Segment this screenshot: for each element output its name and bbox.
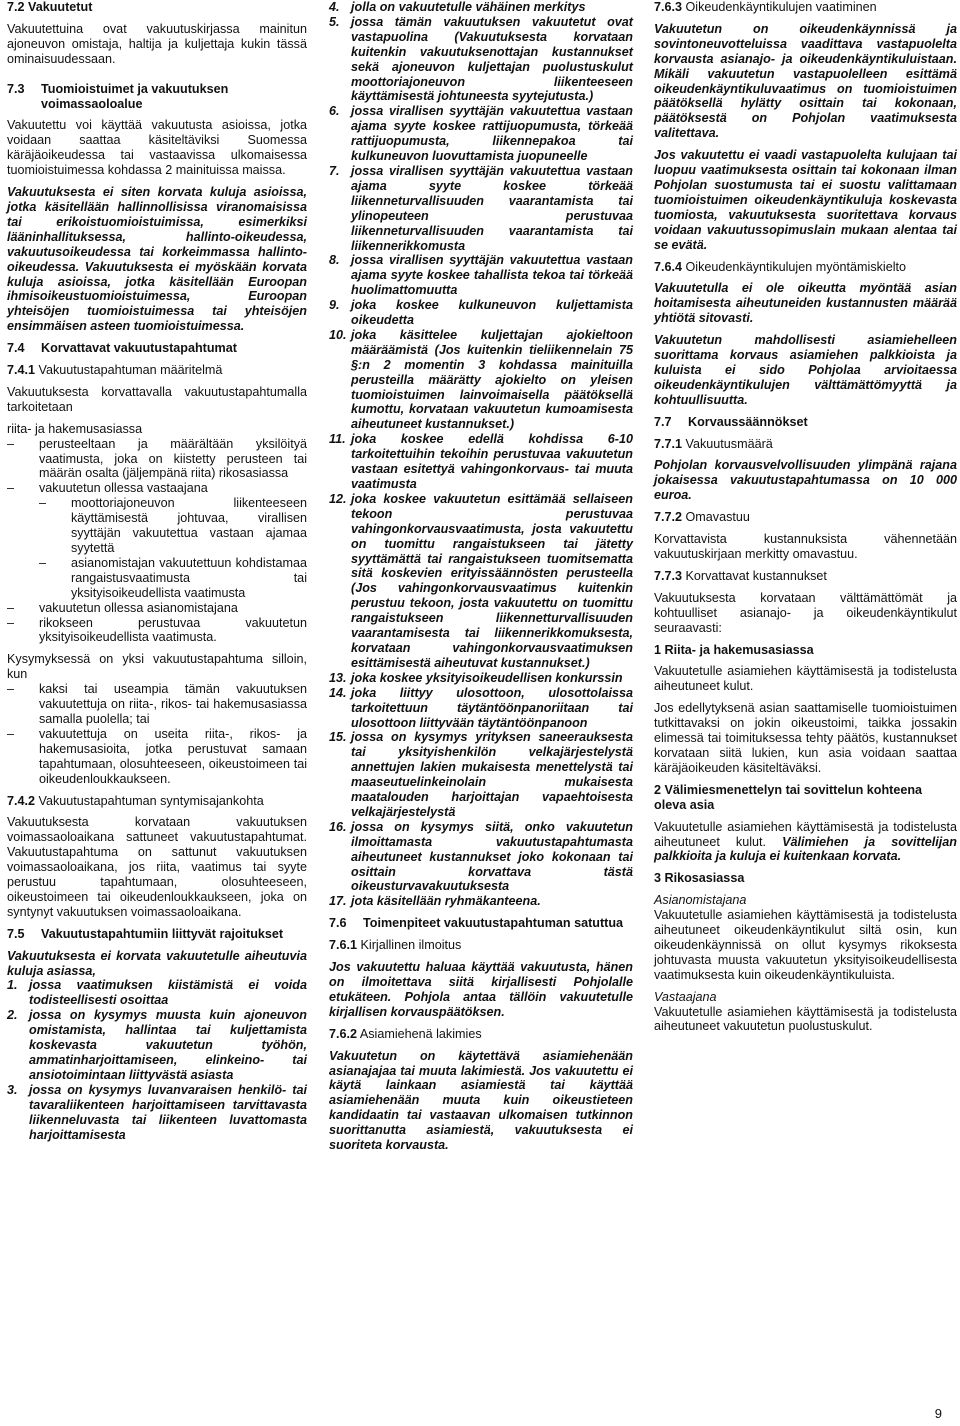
paragraph-plaintiff: Vakuutetulle asiamiehen käyttämisestä ja todistelusta aiheutuneet oikeudenkäyntikulut siltä osin, kun oikeudenkäynnissä on ollut kysymys rikoksesta johtuvasta muusta vakuutetun yksityisoikeudellisesta vaatimuksesta kuin oikeudenkäyntikuluista. — [654, 908, 957, 982]
list-item: – vakuutetun ollessa vastaajana — [7, 481, 208, 496]
heading-7-4-1: 7.4.1 Vakuutustapahtuman määritelmä — [7, 363, 223, 378]
paragraph-compensable-costs: Vakuutuksesta korvataan välttämättömät ja kohtuulliset asianajo- ja oikeudenkäyntikulut seuraavasti: — [654, 590, 957, 635]
heading-7-2: 7.2 Vakuutetut — [7, 0, 93, 14]
heading-7-3: 7.3 Tuomioistuimet ja vakuutuksen voimassaoloalue — [7, 81, 229, 111]
paragraph-defendant: Vakuutetulle asiamiehen käyttämisestä ja todistelusta aiheutuneet vakuutetun puolustuskulut. — [654, 1004, 957, 1034]
list-item: 11. joka koskee edellä kohdissa 6-10 tarkoitettuihin tekoihin perustuvaa vakuutetun vastaan esitettyä vahingonkorvaus- tai muuta vaatimusta — [329, 432, 633, 491]
list-item: 12. joka koskee vakuutetun esittämää sellaiseen tekoon perustuvaa vahingonkorvausvaatimusta, josta vakuutettu on tuomittu rangaistukseen tai jätetty syyttämättä tai rangaistukseen tuomitsematta sitä koskevien erityissäännösten perusteella (Jos vahingonkorvausvaatimus kuitenkin perustuu tekoon, josta vakuutettu on tuomittu rangaistukseen liikennetturvallisuuden vaarantamisesta tai liikennerikkomuksesta, korvataan vahingonkorvausvaatimuksen esittämisestä aiheutuvat kustannukset.) — [329, 491, 633, 670]
paragraph-civil-costs: Vakuutetulle asiamiehen käyttämisestä ja todistelusta aiheutuneet kulut. — [654, 664, 957, 694]
paragraph-lawyer-requirement: Vakuutetun on käytettävä asiamiehenään asianajajaa tai muuta lakimiestä. Jos vakuutettu ei käytä lainkaan asiamiestä tai käyttää asiamiehenään muuta kuin oikeustieteen kandidaatin tai vastaavan ulkomaisen tutkinnon suorittanutta asiamiestä, vakuutuksesta ei suoriteta korvausta. — [329, 1048, 633, 1153]
heading-7-6-2: 7.6.2 Asiamiehenä lakimies — [329, 1026, 482, 1041]
list-item: – vakuutetun ollessa asianomistajana — [7, 600, 238, 615]
paragraph-definition: Vakuutuksesta korvattavalla vakuutustapahtumalla tarkoitetaan — [7, 384, 307, 414]
paragraph-insured: Vakuutettuina ovat vakuutuskirjassa mainitun ajoneuvon omistaja, haltija ja kuljettaja kukin tässä ominaisuudessaan. — [7, 21, 307, 66]
list-item: – perusteeltaan ja määrältään yksilöityä vaatimusta, joka on kiistetty perusteen tai määrän osalta (jäljempänä riita) rikosasiassa — [7, 436, 307, 481]
paragraph-single-event: Kysymyksessä on yksi vakuutustapahtuma silloin, kun — [7, 652, 307, 682]
column-right — [654, 0, 957, 1034]
heading-7-4: 7.4 Korvattavat vakuutustapahtumat — [7, 341, 237, 356]
heading-7-6-4: 7.6.4 Oikeudenkäyntikulujen myöntämiskielto — [654, 259, 907, 274]
list-item: 15. jossa on kysymys yrityksen saneerauksesta tai yksityishenkilön velkajärjestelystä annettujen lakien mukaisesta menettelystä tai maaseutuelinkeinolain mukaisesta maatalouden harjoittajan vapaehtoisesta velkajärjestelystä — [329, 730, 633, 819]
paragraph-event-timing: Vakuutuksesta korvataan vakuutuksen voimassaoloaikana sattuneet vakuutustapahtumat. Vakuutustapahtuma on sattunut vakuutuksen voimassaoloaikana, jos riita, vaatimus tai syyte perustuu tapahtumaan, olosuhteeseen, oikeustoimeen tai oikeudenloukkaukseen, joka on syntynyt vakuutuksen voimassaoloaikana. — [7, 815, 307, 919]
paragraph-lawyer-fees: Vakuutetun mahdollisesti asiamiehelleen suorittama korvaus asiamiehen palkkioista ja kuluista ei sido Pohjolaa arvioitaessa oikeudenkäyntikulujen välttämättömyyttä ja kohtuullisuutta. — [654, 333, 957, 407]
subheading-plaintiff: Asianomistajana — [654, 893, 747, 908]
heading-7-7-2: 7.7.2 Omavastuu — [654, 510, 750, 525]
list-item: 2. jossa on kysymys muusta kuin ajoneuvon omistamista, hallintaa tai kuljettamista koskevasta vakuutetun työhön, ammatinharjoittamiseen, elinkeino- tai ansiotoimintaan liittyvästä asiasta — [7, 1008, 307, 1082]
list-item: 4. jolla on vakuutetulle vähäinen merkitys — [329, 0, 586, 14]
page-number: 9 — [934, 1406, 942, 1421]
paragraph-arbitration: Vakuutetulle asiamiehen käyttämisestä ja todistelusta aiheutuneet kulut. Välimiehen ja sovittelijan palkkioita ja kuluja ei kuitenkaan korvata. — [654, 819, 957, 864]
column-left — [7, 0, 307, 1142]
paragraph-dispute-label: riita- ja hakemusasiassa — [7, 421, 143, 436]
subheading-defendant: Vastaajana — [654, 989, 717, 1004]
heading-civil-cases: 1 Riita- ja hakemusasiassa — [654, 642, 814, 657]
list-item: 9. joka koskee kulkuneuvon kuljettamista oikeudetta — [329, 298, 633, 328]
heading-7-6-3: 7.6.3 Oikeudenkäyntikulujen vaatiminen — [654, 0, 877, 14]
heading-7-6-1: 7.6.1 Kirjallinen ilmoitus — [329, 938, 462, 953]
list-item: 3. jossa on kysymys luvanvaraisen henkilö- tai tavaraliikenteen harjoittamiseen tarvittavasta liikenneluvasta tai liikenteen luvattomasta harjoittamisesta — [7, 1082, 307, 1142]
column-middle — [329, 0, 633, 1153]
heading-7-4-2: 7.4.2 Vakuutustapahtuman syntymisajankohta — [7, 793, 264, 808]
list-item: 17. jota käsitellään ryhmäkanteena. — [329, 894, 541, 909]
heading-7-7-3: 7.7.3 Korvattavat kustannukset — [654, 568, 827, 583]
list-item: 5. jossa tämän vakuutuksen vakuutetut ovat vastapuolina (Vakuutuksesta korvataan kuitenkin vakuutuksenottajan kustannukset sekä ajoneuvon kuljettajan puolustuskulut moottoriajoneuvon liikenteeseen käyttämisestä johtuneesta syytejutusta.) — [329, 14, 633, 104]
paragraph-claiming-costs-2: Jos vakuutettu ei vaadi vastapuolelta kulujaan tai luopuu vaatimuksesta osittain tai kokonaan ilman Pohjolan suostumusta tai ei suostu valittamaan tuomioistuimen oikeudenkäyntikuluja koskevasta tuomiosta, vakuutuksesta suoritettava korvaus voidaan vakuutussopimuslain mukaan alentaa tai se evätä. — [654, 148, 957, 252]
list-item: 13. joka koskee yksityisoikeudellisen konkurssin — [329, 670, 623, 685]
list-item: 6. jossa virallisen syyttäjän vakuutettua vastaan ajama syyte koskee rattijuopumusta, törkeää rattijuopumusta, liikennepakoa tai kulkuneuvon luovuttamista juopuneelle — [329, 104, 633, 164]
heading-7-7: 7.7 Korvaussäännökset — [654, 414, 808, 429]
list-item: 1. jossa vaatimuksen kiistämistä ei voida todisteellisesti osoittaa — [7, 978, 307, 1008]
paragraph-courts-exclusion: Vakuutuksesta ei siten korvata kuluja asioissa, jotka käsitellään hallinnollisissa viranomaisissa tai erikoistuomioistuimissa, esimerkiksi lääninhallituksessa, hallinto-oikeudessa, vakuutusoikeudessa tai korkeimmassa hallinto-oikeudessa. Vakuutuksesta ei myöskään korvata kuluja asioissa, jotka käsitellään Euroopan ihmisoikeustuomioistuimessa, Euroopan yhteisöjen tuomioistuimessa tai yhteisöjen ensimmäisen asteen tuomioistuimessa. — [7, 185, 307, 334]
list-item: 7. jossa virallisen syyttäjän vakuutettua vastaan ajama syyte koskee törkeää liikenneturvallisuuden vaarantamista tai ylinopeuteen perustuvaa liikenneturvallisuuden vaarantamista tai liikennerikkomusta — [329, 163, 633, 253]
paragraph-courts: Vakuutettu voi käyttää vakuutusta asioissa, jotka voidaan saattaa käsiteltäviksi Suomessa käräjäoikeudessa tai vastaavissa ulkomaisessa tuomioistuimessa kohdassa 2 mainituissa maissa. — [7, 118, 307, 178]
heading-7-5: 7.5 Vakuutustapahtumiin liittyvät rajoitukset — [7, 926, 284, 941]
list-item: 8. jossa virallisen syyttäjän vakuutettua vastaan ajama syyte koskee tahallista tekoa tai törkeää huolimattomuutta — [329, 253, 633, 298]
list-item: – rikokseen perustuvaa vakuutetun yksityisoikeudellista vaatimusta. — [7, 615, 307, 645]
list-item: – asianomistajan vakuutettuun kohdistamaa rangaistusvaatimusta tai yksityisoikeudellista vaatimusta — [39, 555, 307, 600]
heading-7-6: 7.6 Toimenpiteet vakuutustapahtuman satuttua — [329, 916, 624, 931]
paragraph-civil-condition: Jos edellytyksenä asian saattamiselle tuomioistuimen tutkittavaksi on jokin oikeustoimi, taikka jossakin elimessä tai toimituksessa tehty päätös, kustannukset korvataan siitä lukien, kun asia voidaan saattaa käräjäoikeuden käsiteltäväksi. — [654, 701, 957, 775]
paragraph-claiming-costs: Vakuutetun on oikeudenkäynnissä ja sovintoneuvotteluissa vaadittava vastapuolelta korvausta asianajo- ja oikeudenkäyntikuluistaan. Mikäli vakuutetun vastapuolelleen esittämä oikeudenkäyntikuluvaatimus on tuomioistuimen päätöksellä hylätty osittain tai kokonaan, päätöksestä on Pohjolan vaatimuksesta valitettava. — [654, 21, 957, 141]
paragraph-insured-amount: Pohjolan korvausvelvollisuuden ylimpänä rajana jokaisessa vakuutustapahtumassa on 10 000 euroa. — [654, 458, 957, 503]
list-item: – kaksi tai useampia tämän vakuutuksen vakuutettuja on riita-, rikos- tai hakemusasiassa samalla puolella; tai — [7, 682, 307, 726]
list-item: 16. jossa on kysymys siitä, onko vakuutetun ilmoittamasta vakuutustapahtumasta aiheutuneet kustannukset joko kokonaan tai osittain korvattava tästä oikeusturvavakuutuksesta — [329, 819, 633, 894]
list-item: – moottoriajoneuvon liikenteeseen käyttämisestä johtuvaa, virallisen syyttäjän vakuutettua vastaan ajamaa syytettä — [39, 496, 307, 555]
paragraph-deductible: Korvattavista kustannuksista vähennetään vakuutuskirjaan merkitty omavastuu. — [654, 532, 957, 561]
heading-7-7-1: 7.7.1 Vakuutusmäärä — [654, 436, 773, 451]
list-item: 10. joka käsittelee kuljettajan ajokieltoon määräämistä (Jos kuitenkin tieliikennelain 75 §:n 2 momentin 3 kohdassa mainituilla perusteilla määrätty ajokielto on yleisen tuomioistuimen lainvoimaisella päätöksellä kumottu, korvataan vakuutetun kumoamisesta aiheutuneet kustannukset.) — [329, 327, 633, 432]
list-item: – vakuutettuja on useita riita-, rikos- ja hakemusasioita, jotka perustuvat samaan tapahtumaan, olosuhteeseen, oikeustoimeen tai oikeudenloukkaukseen. — [7, 726, 307, 786]
heading-arbitration: 2 Välimiesmenettelyn tai sovittelun kohteena oleva asia — [654, 782, 923, 812]
list-item: 14. joka liittyy ulosottoon, ulosottolaissa tarkoitettuun täytäntöönpanoriitaan tai ulosottoon liittyvään täytäntöönpanoon — [329, 685, 633, 730]
paragraph-written-notice: Jos vakuutettu haluaa käyttää vakuutusta, hänen on ilmoitettava siitä kirjallisesti Pohjolalle etukäteen. Pohjola antaa tällöin vakuutetulle kirjallisen korvauspäätöksen. — [329, 960, 633, 1019]
heading-criminal-cases: 3 Rikosasiassa — [654, 871, 745, 886]
paragraph-limitations: Vakuutuksesta ei korvata vakuutetulle aiheutuvia kuluja asiassa, — [7, 948, 307, 978]
paragraph-no-admission: Vakuutetulla ei ole oikeutta myöntää asian hoitamisesta aiheutuneiden kustannusten määrää yhtiötä sitovasti. — [654, 281, 957, 326]
